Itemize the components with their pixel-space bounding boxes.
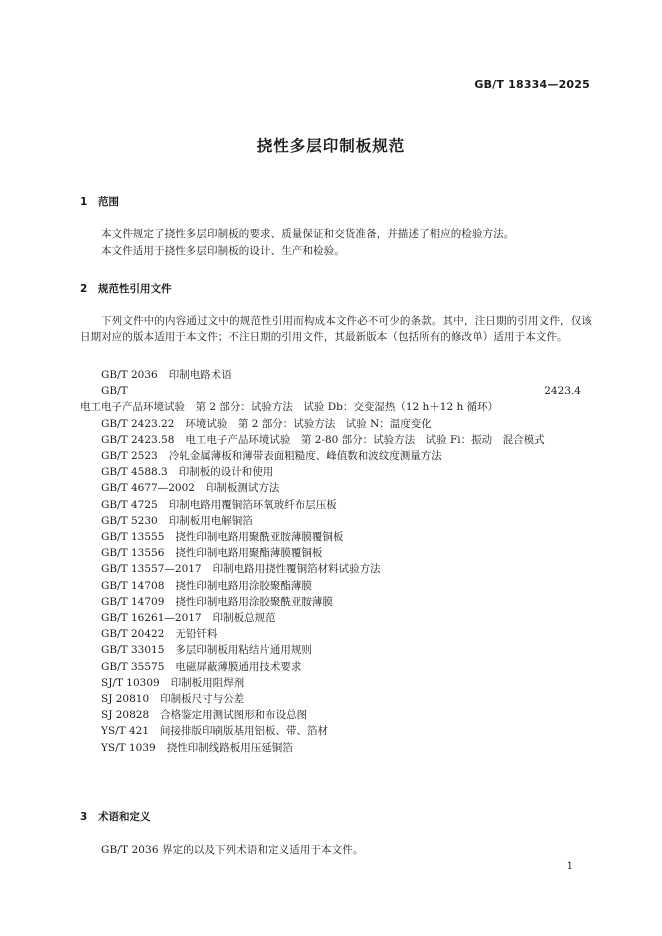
reference-list — [80, 367, 592, 756]
reference-item — [80, 642, 592, 658]
reference-code: GB/T 2036 — [101, 369, 158, 381]
reference-title: 挠性印制电路用聚酯薄膜覆铜板 — [175, 547, 323, 560]
reference-title: 印制电路用挠性覆铜箔材料试验方法 — [212, 563, 381, 576]
reference-item — [80, 723, 592, 739]
reference-title: 间接排版印刷版基用铝板、带、箔材 — [160, 725, 329, 738]
reference-item — [80, 480, 592, 496]
reference-title: 印制板总规范 — [212, 612, 276, 625]
reference-item — [80, 594, 592, 610]
reference-title: 环境试验 第 2 部分：试验方法 试验 N：温度变化 — [185, 417, 432, 430]
reference-code: GB/T 33015 — [101, 644, 165, 657]
reference-title: 印制板用电解铜箔 — [168, 514, 253, 527]
reference-code: GB/T 13556 — [101, 547, 165, 560]
reference-title: 合格鉴定用测试图形和布设总图 — [160, 709, 308, 722]
section-number: 3 — [80, 811, 88, 823]
reference-code: YS/T 1039 — [101, 741, 156, 754]
reference-code: GB/T 4725 — [101, 498, 158, 511]
reference-title: 电工电子产品环境试验 第 2-80 部分：试验方法 试验 Fi：振动 混合模式 — [185, 433, 545, 446]
reference-code: GB/T 2423.22 — [101, 417, 175, 430]
section-number: 2 — [80, 283, 88, 295]
reference-code: GB/T 4588.3 — [101, 466, 168, 479]
reference-title: 多层印制板用粘结片通用规则 — [175, 644, 312, 657]
reference-title: 无铅钎料 — [175, 628, 218, 641]
reference-item — [80, 561, 592, 577]
reference-code: GB/T 5230 — [101, 514, 158, 527]
reference-code: SJ 20810 — [101, 693, 150, 706]
normative-intro: 下列文件中的内容通过文中的规范性引用而构成本文件必不可少的条款。其中，注日期的引用文件，仅该日期对应的版本适用于本文件；不注日期的引用文件，其最新版本（包括所有的修改单）适用于本文件。 — [80, 315, 592, 343]
section-number: 1 — [80, 196, 88, 208]
reference-item — [80, 610, 592, 626]
reference-title: 印制板用阻焊剂 — [170, 676, 245, 689]
reference-title: 挠性印制电路用涂胶聚酰亚胺薄膜 — [175, 595, 333, 608]
reference-code: GB/T 14709 — [101, 595, 165, 608]
terms-paragraph-1: GB/T 2036 界定的以及下列术语和定义适用于本文件。 — [101, 844, 364, 856]
reference-title: 挠性印制电路用聚酰亚胺薄膜覆铜板 — [175, 531, 344, 544]
reference-item — [80, 626, 592, 642]
reference-item — [80, 367, 592, 383]
section-heading-normative — [80, 281, 172, 296]
reference-item — [80, 529, 592, 545]
reference-item — [80, 707, 592, 723]
section-title: 规范性引用文件 — [98, 283, 172, 295]
reference-code: SJ/T 10309 — [101, 676, 160, 689]
reference-item — [80, 659, 592, 675]
reference-code: GB/T 35575 — [101, 660, 165, 673]
reference-item — [80, 497, 592, 513]
reference-code: GB/T 2423.4 — [101, 385, 581, 398]
reference-title: 挠性印制线路板用压延铜箔 — [166, 741, 293, 754]
reference-item — [80, 691, 592, 707]
reference-item — [80, 578, 592, 594]
reference-title: 印制电路用覆铜箔环氧玻纤布层压板 — [168, 498, 337, 511]
reference-code: GB/T 2523 — [101, 450, 158, 463]
reference-item — [80, 432, 592, 448]
standard-code: GB/T 18334—2025 — [474, 78, 590, 91]
scope-paragraph-1: 本文件规定了挠性多层印制板的要求、质量保证和交货准备，并描述了相应的检验方法。 — [101, 228, 515, 240]
reference-code: GB/T 16261—2017 — [101, 612, 202, 625]
section-title: 范围 — [98, 196, 119, 208]
reference-title: 印制板的设计和使用 — [178, 466, 274, 479]
reference-item — [80, 464, 592, 480]
reference-item — [80, 740, 592, 756]
reference-item — [80, 513, 592, 529]
reference-code: GB/T 13557—2017 — [101, 563, 202, 576]
reference-title: 印制电路术语 — [168, 369, 232, 381]
section-heading-terms — [80, 809, 151, 824]
document-title: 挠性多层印制板规范 — [256, 137, 406, 155]
reference-code: GB/T 20422 — [101, 628, 165, 641]
reference-title: 冷轧金属薄板和薄带表面粗糙度、峰值数和波纹度测量方法 — [168, 450, 442, 463]
reference-item — [80, 383, 592, 415]
reference-title: 挠性印制电路用涂胶聚酯薄膜 — [175, 579, 312, 592]
reference-title: 电工电子产品环境试验 第 2 部分：试验方法 试验 Db：交变湿热（12 h＋12 h 循环） — [80, 401, 499, 414]
section-title: 术语和定义 — [98, 811, 151, 823]
reference-title: 印制板测试方法 — [205, 482, 280, 495]
reference-code: GB/T 4677—2002 — [101, 482, 195, 495]
reference-code: GB/T 2423.58 — [101, 433, 175, 446]
scope-paragraph-2: 本文件适用于挠性多层印制板的设计、生产和检验。 — [101, 245, 345, 257]
reference-code: GB/T 13555 — [101, 531, 165, 544]
reference-item — [80, 416, 592, 432]
reference-item — [80, 675, 592, 691]
reference-item — [80, 448, 592, 464]
reference-title: 印制板尺寸与公差 — [160, 693, 245, 706]
reference-code: GB/T 14708 — [101, 579, 165, 592]
reference-code: YS/T 421 — [101, 725, 150, 738]
reference-item — [80, 545, 592, 561]
section-heading-scope — [80, 194, 119, 209]
reference-code: SJ 20828 — [101, 709, 150, 722]
reference-title: 电磁屏蔽薄膜通用技术要求 — [175, 660, 302, 673]
page-number: 1 — [566, 861, 573, 872]
